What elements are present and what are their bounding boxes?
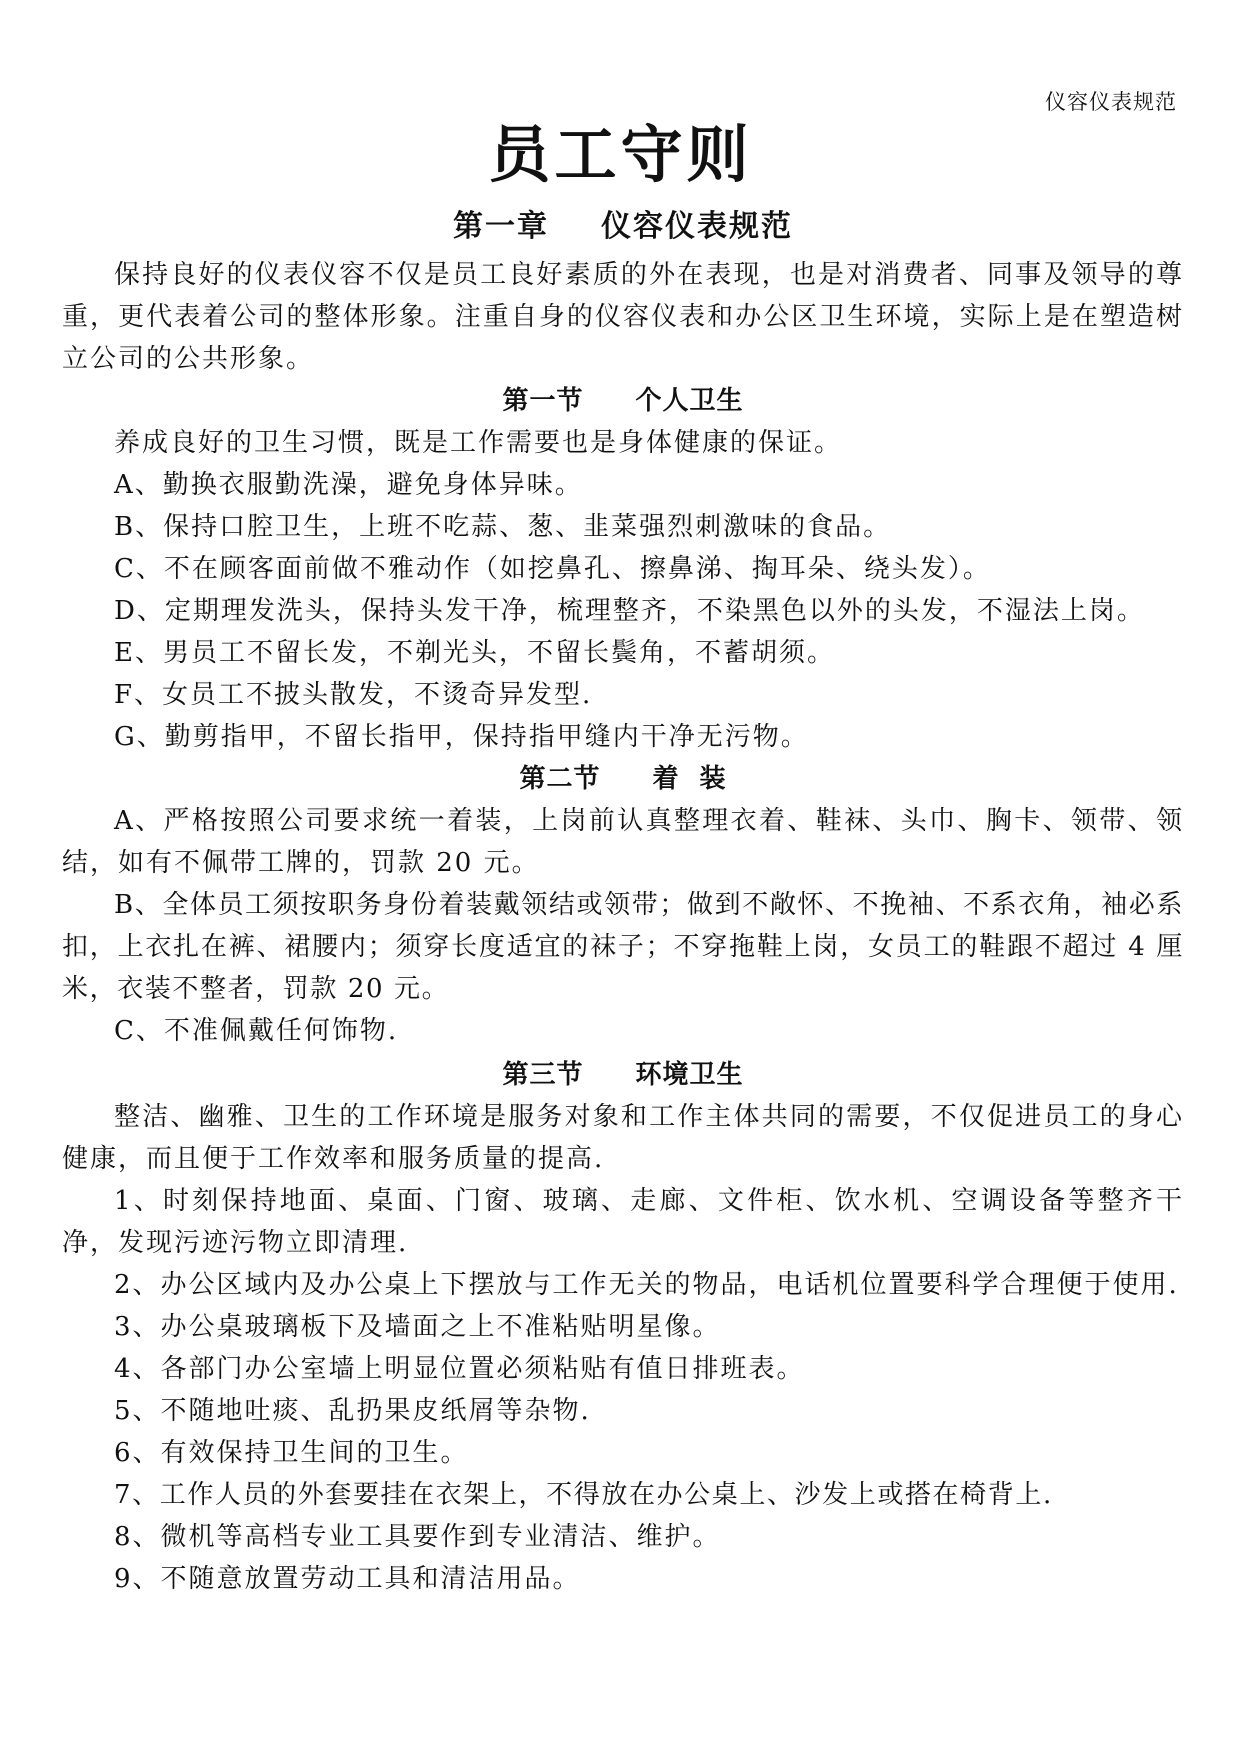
paragraph: G、勤剪指甲，不留长指甲，保持指甲缝内干净无污物。 bbox=[114, 722, 809, 752]
paragraph: C、不在顾客面前做不雅动作（如挖鼻孔、擦鼻涕、掏耳朵、绕头发）。 bbox=[114, 554, 991, 584]
running-header: 仪容仪表规范 bbox=[1045, 90, 1177, 114]
document-body bbox=[62, 204, 1184, 1600]
paragraph: D、定期理发洗头，保持头发干净，梳理整齐，不染黑色以外的头发，不湿法上岗。 bbox=[114, 596, 1145, 626]
chapter-name: 仪容仪表规范 bbox=[601, 209, 793, 244]
paragraph: 9、不随意放置劳动工具和清洁用品。 bbox=[114, 1564, 581, 1594]
chapter-title bbox=[62, 204, 1184, 250]
paragraph: C、不准佩戴任何饰物. bbox=[114, 1016, 399, 1046]
section-name: 个人卫生 bbox=[635, 386, 744, 416]
paragraph: 2、办公区域内及办公桌上下摆放与工作无关的物品，电话机位置要科学合理便于使用. bbox=[114, 1270, 1179, 1300]
paragraph: 6、有效保持卫生间的卫生。 bbox=[114, 1438, 469, 1468]
section-title-3 bbox=[62, 1054, 1184, 1096]
section-name-part: 装 bbox=[699, 764, 727, 794]
section-number: 第二节 bbox=[519, 764, 601, 794]
section-name: 环境卫生 bbox=[635, 1060, 744, 1090]
section-title-2 bbox=[62, 758, 1184, 800]
section-number: 第一节 bbox=[502, 386, 584, 416]
paragraph: A、严格按照公司要求统一着装，上岗前认真整理衣着、鞋袜、头巾、胸卡、领带、领结，如有不佩带工牌的，罚款 20 元。 bbox=[62, 806, 1184, 878]
chapter-number: 第一章 bbox=[453, 209, 549, 244]
paragraph: 5、不随地吐痰、乱扔果皮纸屑等杂物. bbox=[114, 1396, 591, 1426]
paragraph: 8、微机等高档专业工具要作到专业清洁、维护。 bbox=[114, 1522, 721, 1552]
section-title-1 bbox=[62, 380, 1184, 422]
paragraph: 7、工作人员的外套要挂在衣架上，不得放在办公桌上、沙发上或搭在椅背上. bbox=[114, 1480, 1053, 1510]
chapter-intro: 保持良好的仪表仪容不仅是员工良好素质的外在表现，也是对消费者、同事及领导的尊重，更代表着公司的整体形象。注重自身的仪容仪表和办公区卫生环境，实际上是在塑造树立公司的公共形象。 bbox=[62, 260, 1184, 374]
section-number: 第三节 bbox=[502, 1060, 584, 1090]
section-name-part: 着 bbox=[652, 764, 680, 794]
paragraph: B、保持口腔卫生，上班不吃蒜、葱、韭菜强烈刺激味的食品。 bbox=[114, 512, 892, 542]
paragraph: B、全体员工须按职务身份着装戴领结或领带；做到不敞怀、不挽袖、不系衣角，袖必系扣，上衣扎在裤、裙腰内；须穿长度适宜的袜子；不穿拖鞋上岗，女员工的鞋跟不超过 4 厘米，衣装不整者，罚款 20 元。 bbox=[62, 890, 1184, 1004]
paragraph: A、勤换衣服勤洗澡，避免身体异味。 bbox=[114, 470, 583, 500]
document-title: 员工守则 bbox=[488, 118, 753, 191]
paragraph: 4、各部门办公室墙上明显位置必须粘贴有值日排班表。 bbox=[114, 1354, 805, 1384]
paragraph: 3、办公桌玻璃板下及墙面之上不准粘贴明星像。 bbox=[114, 1312, 721, 1342]
paragraph: E、男员工不留长发，不剃光头，不留长鬓角，不蓄胡须。 bbox=[114, 638, 835, 668]
paragraph: 整洁、幽雅、卫生的工作环境是服务对象和工作主体共同的需要，不仅促进员工的身心健康，而且便于工作效率和服务质量的提高. bbox=[62, 1102, 1184, 1174]
paragraph: F、女员工不披头散发，不烫奇异发型. bbox=[114, 680, 593, 710]
paragraph: 1、时刻保持地面、桌面、门窗、玻璃、走廊、文件柜、饮水机、空调设备等整齐干净，发现污迹污物立即清理. bbox=[62, 1186, 1184, 1258]
paragraph: 养成良好的卫生习惯，既是工作需要也是身体健康的保证。 bbox=[114, 428, 843, 458]
